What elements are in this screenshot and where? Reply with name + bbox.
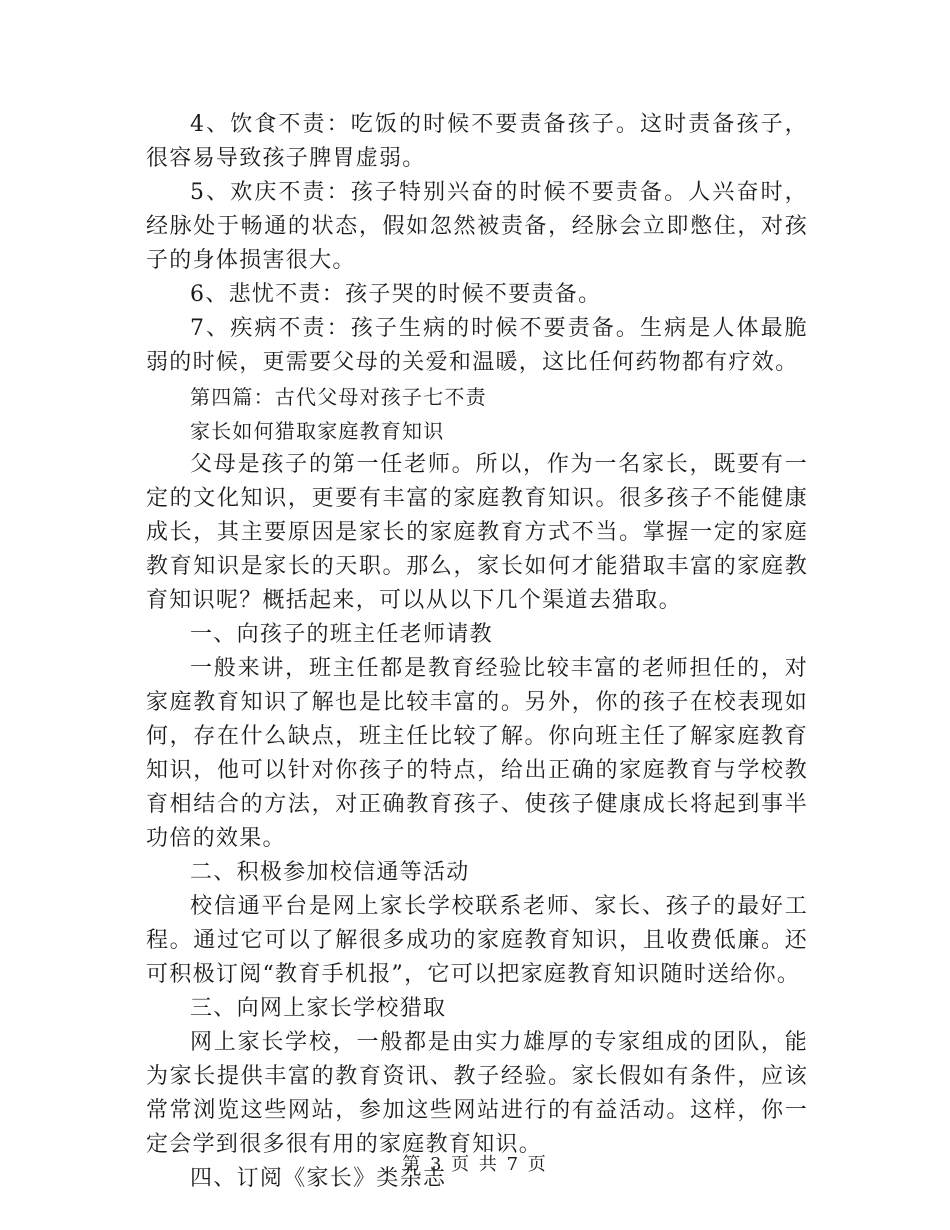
paragraph-item-7: 7、疾病不责：孩子生病的时候不要责备。生病是人体最脆弱的时候，更需要父母的关爱和温暖，这比任何药物都有疗效。 [146, 316, 808, 375]
paragraph-3: 网上家长学校，一般都是由实力雄厚的专家组成的团队，能为家长提供丰富的教育资讯、教子经验。家长假如有条件，应该常常浏览这些网站，参加这些网站进行的有益活动。这样，你一定会学到很多很有用的家庭教育知识。 [146, 1030, 808, 1157]
article-title: 家长如何猎取家庭教育知识 [190, 419, 445, 443]
paragraph-item-4: 4、饮食不责：吃饭的时候不要责备孩子。这时责备孩子，很容易导致孩子脾胃虚弱。 [146, 112, 808, 171]
page-number: 第 3 页 共 7 页 [402, 1154, 548, 1175]
subheading-3: 三、向网上家长学校猎取 [190, 996, 447, 1021]
paragraph-item-6: 6、悲忧不责：孩子哭的时候不要责备。 [190, 282, 602, 307]
paragraph-1: 一般来讲，班主任都是教育经验比较丰富的老师担任的，对家庭教育知识了解也是比较丰富的。另外，你的孩子在校表现如何，存在什么缺点，班主任比较了解。你向班主任了解家庭教育知识，他可以针对你孩子的特点，给出正确的家庭教育与学校教育相结合的方法，对正确教育孩子、使孩子健康成长将起到事半功倍的效果。 [146, 656, 808, 851]
paragraph-intro: 父母是孩子的第一任老师。所以，作为一名家长，既要有一定的文化知识，更要有丰富的家庭教育知识。很多孩子不能健康成长，其主要原因是家长的家庭教育方式不当。掌握一定的家庭教育知识是家长的天职。那么，家长如何才能猎取丰富的家庭教育知识呢？概括起来，可以从以下几个渠道去猎取。 [146, 452, 808, 613]
subheading-2: 二、积极参加校信通等活动 [190, 860, 470, 885]
subheading-1: 一、向孩子的班主任老师请教 [190, 622, 493, 647]
paragraph-item-5: 5、欢庆不责：孩子特别兴奋的时候不要责备。人兴奋时，经脉处于畅通的状态，假如忽然被责备，经脉会立即憋住，对孩子的身体损害很大。 [146, 180, 808, 273]
document-body [146, 108, 808, 1196]
subheading-4: 四、订阅《家长》类杂志 [190, 1166, 447, 1191]
section-heading: 第四篇：古代父母对孩子七不责 [190, 385, 487, 409]
paragraph-2: 校信通平台是网上家长学校联系老师、家长、孩子的最好工程。通过它可以了解很多成功的家庭教育知识，且收费低廉。还可积极订阅“教育手机报”，它可以把家庭教育知识随时送给你。 [146, 894, 808, 987]
